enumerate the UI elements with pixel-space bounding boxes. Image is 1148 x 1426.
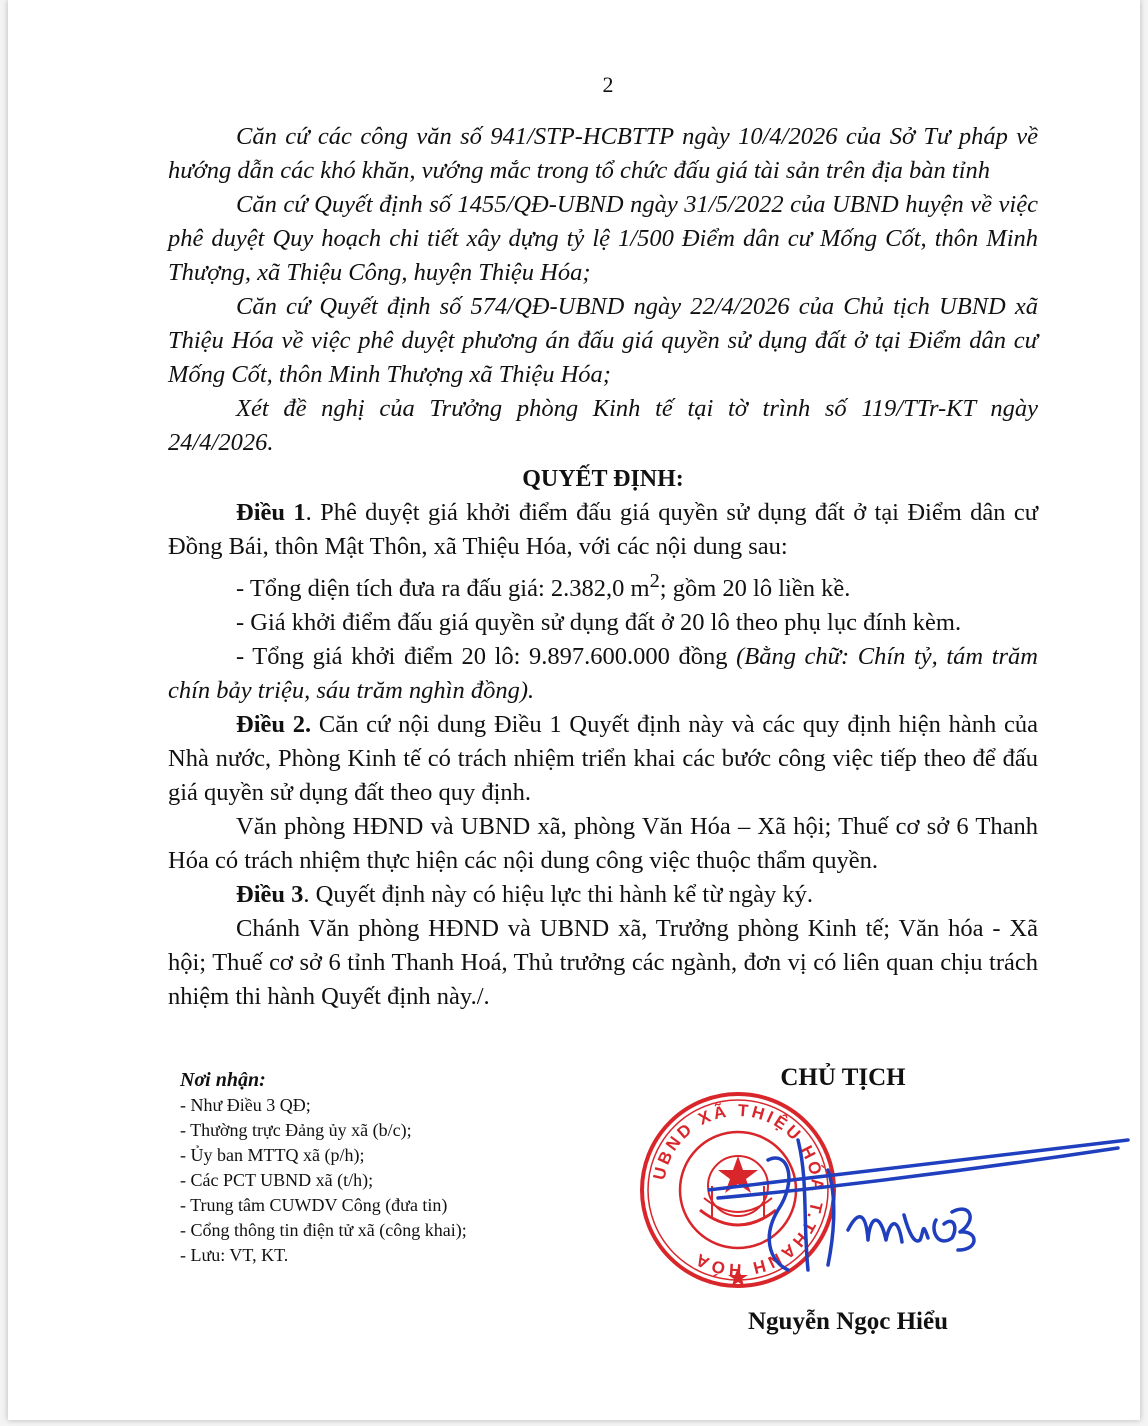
article-1-item: - Giá khởi điểm đấu giá quyền sử dụng đất ở 20 lô theo phụ lục đính kèm. <box>236 609 962 637</box>
recipient-item: - Ủy ban MTTQ xã (p/h); <box>180 1145 365 1165</box>
page-number: 2 <box>602 72 614 97</box>
recipient-item: - Lưu: VT, KT. <box>180 1245 289 1265</box>
article-2-text: Căn cứ nội dung Điều 1 Quyết định này và các quy định hiện hành của Nhà nước, Phòng Kinh tế có trách nhiệm triển khai các bước công việc tiếp theo để đấu giá quyền sử dụng đất theo quy định. <box>168 711 1039 807</box>
signer-title: CHỦ TỊCH <box>780 1064 906 1091</box>
recipients-block <box>180 1068 600 1268</box>
recipient-item: - Cổng thông tin điện tử xã (công khai); <box>180 1220 467 1240</box>
article-3-paragraph: Chánh Văn phòng HĐND và UBND xã, Trưởng phòng Kinh tế; Văn hóa - Xã hội; Thuế cơ sở 6 tỉnh Thanh Hoá, Thủ trưởng các ngành, đơn vị có liên quan chịu trách nhiệm thi hành Quyết định này./. <box>168 915 1038 1011</box>
recipient-item: - Thường trực Đảng ủy xã (b/c); <box>180 1120 412 1140</box>
article-1-item <box>168 640 1038 708</box>
article-3-label: Điều 3 <box>236 881 304 909</box>
document-body <box>168 120 1038 1014</box>
recipients-title: Nơi nhận: <box>180 1069 266 1091</box>
total-price-in-words: (Bằng chữ: Chín tỷ, tám trăm chín bảy triệu, sáu trăm nghìn đồng). <box>168 643 1038 705</box>
preamble-paragraph: Căn cứ Quyết định số 1455/QĐ-UBND ngày 31/5/2022 của UBND huyện về việc phê duyệt Quy hoạch chi tiết xây dựng tỷ lệ 1/500 Điểm dân cư Mống Cốt, thôn Minh Thượng, xã Thiệu Công, huyện Thiệu Hóa; <box>168 191 1038 286</box>
decision-heading: QUYẾT ĐỊNH: <box>522 466 684 492</box>
article-1-item <box>168 564 1038 606</box>
area-unit-superscript: 2 <box>649 570 660 592</box>
article-2-label: Điều 2. <box>236 711 312 739</box>
preamble-paragraph: Căn cứ Quyết định số 574/QĐ-UBND ngày 22/4/2026 của Chủ tịch UBND xã Thiệu Hóa về việc phê duyệt phương án đấu giá quyền sử dụng đất ở tại Điểm dân cư Mống Cốt, thôn Minh Thượng xã Thiệu Hóa; <box>168 293 1038 388</box>
recipient-item: - Trung tâm CUWDV Công (đưa tin) <box>180 1195 448 1215</box>
article-1-label: Điều 1 <box>236 499 306 526</box>
preamble-paragraph: Xét đề nghị của Trưởng phòng Kinh tế tại tờ trình số 119/TTr-KT ngày 24/4/2026. <box>168 395 1038 456</box>
area-text-end: ; gồm 20 lô liền kề. <box>659 575 851 603</box>
recipient-item: - Các PCT UBND xã (t/h); <box>180 1170 374 1190</box>
article-3 <box>168 878 1038 912</box>
document-page <box>8 0 1140 1420</box>
preamble-paragraph: Căn cứ các công văn số 941/STP-HCBTTP ngày 10/4/2026 của Sở Tư pháp về hướng dẫn các khó khăn, vướng mắc trong tổ chức đấu giá tài sản trên địa bàn tỉnh <box>168 123 1038 184</box>
handwritten-signature <box>708 1120 1138 1290</box>
decision-document <box>8 0 1140 1420</box>
article-1 <box>168 496 1038 564</box>
article-3-text: . Quyết định này có hiệu lực thi hành kể từ ngày ký. <box>303 881 814 909</box>
article-2-paragraph: Văn phòng HĐND và UBND xã, phòng Văn Hóa – Xã hội; Thuế cơ sở 6 Thanh Hóa có trách nhiệm thực hiện các nội dung công việc thuộc thẩm quyền. <box>168 813 1038 875</box>
recipients-list <box>180 1093 600 1268</box>
total-price-text: - Tổng giá khởi điểm 20 lô: 9.897.600.000 đồng <box>236 643 737 671</box>
article-1-text: . Phê duyệt giá khởi điểm đấu giá quyền sử dụng đất ở tại Điểm dân cư Đồng Bái, thôn Mật Thôn, xã Thiệu Hóa, với các nội dung sau: <box>168 499 1038 560</box>
recipient-item: - Như Điều 3 QĐ; <box>180 1095 311 1115</box>
area-text: - Tổng diện tích đưa ra đấu giá: 2.382,0 m <box>236 575 650 603</box>
seal-text: UBND XÃ THIỆU HÓA T.THANH HÓA <box>649 1100 828 1280</box>
article-2 <box>168 708 1038 810</box>
signer-name: Nguyễn Ngọc Hiểu <box>748 1308 948 1335</box>
